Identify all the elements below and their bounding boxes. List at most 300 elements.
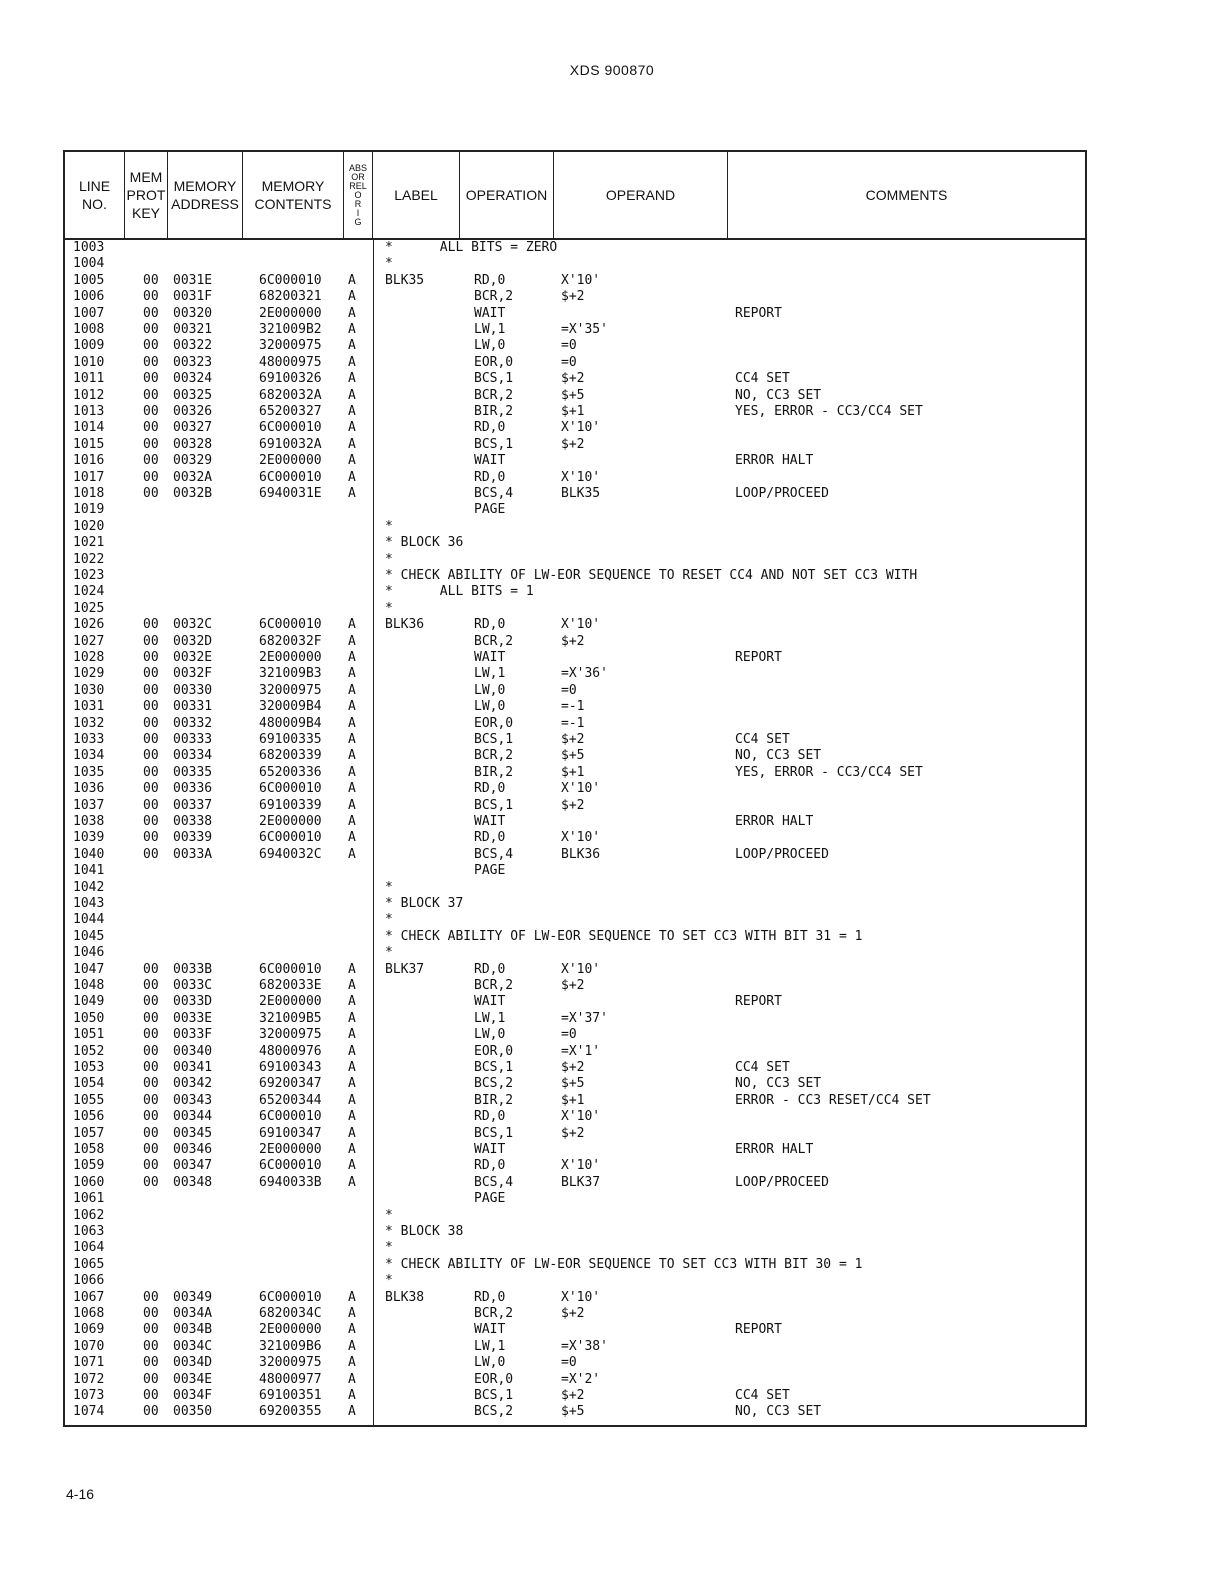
table-row: [65, 584, 1085, 600]
table-row: [65, 568, 1085, 584]
comment: REPORT: [735, 305, 782, 321]
mem-prot-key: 00: [143, 1158, 159, 1174]
line-number: 1063: [73, 1224, 105, 1239]
memory-address: 00333: [173, 732, 213, 747]
memory-contents: 32000975: [259, 682, 322, 698]
line-number: 1022: [73, 551, 105, 567]
mem-prot-key: 00: [143, 1142, 159, 1157]
line-number: 1023: [73, 568, 105, 583]
memory-contents: 69100335: [259, 732, 322, 747]
table-row: [65, 256, 1085, 272]
operation: LW,1: [474, 666, 506, 682]
line-number: 1020: [73, 518, 105, 534]
memory-address: 0032A: [173, 469, 213, 485]
operand: X'10': [561, 617, 601, 633]
line-number: 1012: [73, 387, 105, 403]
mem-prot-key: 00: [143, 1043, 159, 1059]
table-row: [65, 666, 1085, 682]
line-number: 1032: [73, 715, 105, 731]
table-row: [65, 748, 1085, 764]
line-number: 1038: [73, 814, 105, 829]
line-number: 1034: [73, 748, 105, 764]
table-row: [65, 765, 1085, 781]
operand: =-1: [561, 699, 585, 715]
table-row: [65, 1142, 1085, 1158]
table-row: [65, 1290, 1085, 1306]
memory-contents: 69100339: [259, 797, 322, 813]
mem-prot-key: 00: [143, 387, 159, 403]
label: BLK37: [385, 961, 425, 977]
operand: =0: [561, 338, 577, 354]
comment-line: *: [385, 600, 393, 616]
mem-prot-key: 00: [143, 617, 159, 633]
table-row: [65, 994, 1085, 1010]
memory-contents: 6C000010: [259, 420, 322, 436]
line-number: 1052: [73, 1043, 105, 1059]
table-row: [65, 634, 1085, 650]
operation: BCS,4: [474, 846, 514, 862]
line-number: 1010: [73, 354, 105, 370]
header-comments: COMMENTS: [865, 187, 948, 203]
table-row: [65, 519, 1085, 535]
memory-address: 00344: [173, 1109, 213, 1125]
line-number: 1044: [73, 912, 105, 928]
memory-address: 00325: [173, 387, 213, 403]
line-number: 1009: [73, 338, 105, 354]
operation: LW,0: [474, 699, 506, 715]
memory-contents: 69200355: [259, 1404, 322, 1420]
memory-address: 00339: [173, 830, 213, 846]
mem-prot-key: 00: [143, 1355, 159, 1371]
table-row: [65, 1240, 1085, 1256]
mem-prot-key: 00: [143, 272, 159, 288]
operand: BLK35: [561, 486, 601, 501]
line-number: 1055: [73, 1092, 105, 1108]
line-number: 1053: [73, 1060, 105, 1075]
table-row: [65, 978, 1085, 994]
memory-address: 00320: [173, 305, 213, 321]
abs-rel-flag: A: [348, 633, 356, 649]
operation: WAIT: [474, 814, 506, 829]
memory-contents: 6C000010: [259, 469, 322, 485]
abs-rel-flag: A: [348, 1289, 356, 1305]
table-row: [65, 601, 1085, 617]
line-number: 1033: [73, 732, 105, 747]
operation: BCS,2: [474, 1404, 514, 1420]
table-row: [65, 502, 1085, 518]
comment: YES, ERROR - CC3/CC4 SET: [735, 764, 923, 780]
mem-prot-key: 00: [143, 371, 159, 387]
operand: =-1: [561, 715, 585, 731]
memory-contents: 320009B4: [259, 699, 322, 715]
operation: BCS,4: [474, 1174, 514, 1190]
memory-address: 0032D: [173, 633, 213, 649]
line-number: 1029: [73, 666, 105, 682]
table-row: [65, 1257, 1085, 1273]
mem-prot-key: 00: [143, 715, 159, 731]
line-number: 1037: [73, 797, 105, 813]
table-row: [65, 1191, 1085, 1207]
operation: PAGE: [474, 502, 506, 518]
comment: ERROR - CC3 RESET/CC4 SET: [735, 1092, 931, 1108]
abs-rel-flag: A: [348, 846, 356, 862]
memory-contents: 6940033B: [259, 1174, 322, 1190]
memory-address: 00334: [173, 748, 213, 764]
memory-address: 0032E: [173, 650, 213, 665]
abs-rel-flag: A: [348, 1043, 356, 1059]
memory-address: 00350: [173, 1404, 213, 1420]
comment-line: *: [385, 1240, 393, 1256]
operation: BCS,1: [474, 1388, 514, 1403]
abs-rel-flag: A: [348, 436, 356, 452]
line-number: 1065: [73, 1256, 105, 1272]
memory-contents: 69100326: [259, 371, 322, 387]
comment: REPORT: [735, 994, 782, 1010]
line-number: 1068: [73, 1306, 105, 1321]
memory-contents: 69100347: [259, 1125, 322, 1141]
memory-contents: 32000975: [259, 1355, 322, 1371]
table-row: [65, 847, 1085, 863]
abs-rel-flag: A: [348, 1338, 356, 1354]
memory-contents: 6820032F: [259, 633, 322, 649]
operation: BCR,2: [474, 978, 514, 993]
memory-address: 00328: [173, 436, 213, 452]
abs-rel-flag: A: [348, 699, 356, 715]
mem-prot-key: 00: [143, 1338, 159, 1354]
mem-prot-key: 00: [143, 404, 159, 419]
line-number: 1064: [73, 1240, 105, 1256]
line-number: 1060: [73, 1174, 105, 1190]
abs-rel-flag: A: [348, 961, 356, 977]
abs-rel-flag: A: [348, 387, 356, 403]
table-row: [65, 1027, 1085, 1043]
operation: BCS,1: [474, 436, 514, 452]
operation: BCR,2: [474, 289, 514, 305]
operand: X'10': [561, 781, 601, 797]
comment-line: *: [385, 1207, 393, 1223]
comment: NO, CC3 SET: [735, 1076, 822, 1092]
abs-rel-flag: A: [348, 732, 356, 747]
abs-rel-flag: A: [348, 371, 356, 387]
comment: ERROR HALT: [735, 814, 814, 829]
table-row: [65, 371, 1085, 387]
mem-prot-key: 00: [143, 994, 159, 1010]
operand: =X'35': [561, 322, 608, 337]
mem-prot-key: 00: [143, 666, 159, 682]
operation: BIR,2: [474, 404, 514, 419]
memory-address: 0034D: [173, 1355, 213, 1371]
mem-prot-key: 00: [143, 1322, 159, 1338]
operation: WAIT: [474, 305, 506, 321]
table-row: [65, 535, 1085, 551]
operation: LW,1: [474, 1338, 506, 1354]
operand: $+5: [561, 748, 585, 764]
abs-rel-flag: A: [348, 1174, 356, 1190]
mem-prot-key: 00: [143, 1371, 159, 1387]
operand: =X'1': [561, 1043, 601, 1059]
abs-rel-flag: A: [348, 1092, 356, 1108]
table-row: [65, 699, 1085, 715]
comment-line: * BLOCK 36: [385, 535, 464, 551]
memory-address: 0033B: [173, 961, 213, 977]
operand: X'10': [561, 1109, 601, 1125]
comment-line: * ALL BITS = ZERO: [385, 240, 558, 255]
line-number: 1031: [73, 699, 105, 715]
operation: EOR,0: [474, 354, 514, 370]
memory-contents: 6C000010: [259, 272, 322, 288]
abs-rel-flag: A: [348, 1306, 356, 1321]
comment: CC4 SET: [735, 1060, 790, 1075]
table-row: [65, 1388, 1085, 1404]
mem-prot-key: 00: [143, 1076, 159, 1092]
line-number: 1047: [73, 961, 105, 977]
mem-prot-key: 00: [143, 797, 159, 813]
operation: BCS,4: [474, 486, 514, 501]
mem-prot-key: 00: [143, 1306, 159, 1321]
line-number: 1040: [73, 846, 105, 862]
memory-contents: 321009B5: [259, 1010, 322, 1026]
comment-line: * CHECK ABILITY OF LW-EOR SEQUENCE TO SET CC3 WITH BIT 30 = 1: [385, 1256, 863, 1272]
mem-prot-key: 00: [143, 289, 159, 305]
abs-rel-flag: A: [348, 322, 356, 337]
line-number: 1013: [73, 404, 105, 419]
table-row: [65, 1224, 1085, 1240]
abs-rel-flag: A: [348, 1109, 356, 1125]
abs-rel-flag: A: [348, 682, 356, 698]
table-row: [65, 617, 1085, 633]
abs-rel-flag: A: [348, 1060, 356, 1075]
line-number: 1017: [73, 469, 105, 485]
abs-rel-flag: A: [348, 1388, 356, 1403]
operation: RD,0: [474, 1109, 506, 1125]
memory-address: 00336: [173, 781, 213, 797]
line-number: 1035: [73, 764, 105, 780]
mem-prot-key: 00: [143, 699, 159, 715]
memory-contents: 68200339: [259, 748, 322, 764]
abs-rel-flag: A: [348, 338, 356, 354]
operand: $+2: [561, 732, 585, 747]
abs-rel-flag: A: [348, 764, 356, 780]
abs-rel-flag: A: [348, 1010, 356, 1026]
line-number: 1015: [73, 436, 105, 452]
table-row: [65, 240, 1085, 256]
mem-prot-key: 00: [143, 633, 159, 649]
comment: REPORT: [735, 650, 782, 665]
operation: WAIT: [474, 1142, 506, 1157]
table-row: [65, 945, 1085, 961]
memory-contents: 69200347: [259, 1076, 322, 1092]
table-row: [65, 1158, 1085, 1174]
table-row: [65, 814, 1085, 830]
operand: =0: [561, 1027, 577, 1043]
table-row: [65, 1126, 1085, 1142]
memory-contents: 2E000000: [259, 1322, 322, 1338]
mem-prot-key: 00: [143, 978, 159, 993]
table-row: [65, 1044, 1085, 1060]
memory-contents: 69100343: [259, 1060, 322, 1075]
operation: BIR,2: [474, 764, 514, 780]
table-row: [65, 863, 1085, 879]
comment-line: * BLOCK 38: [385, 1224, 464, 1239]
line-number: 1057: [73, 1125, 105, 1141]
abs-rel-flag: A: [348, 453, 356, 469]
header-abs-rel-orig: ABS OR REL O R I G: [344, 152, 373, 238]
line-number: 1067: [73, 1289, 105, 1305]
operation: RD,0: [474, 781, 506, 797]
memory-address: 0033A: [173, 846, 213, 862]
operation: RD,0: [474, 1158, 506, 1174]
operand: X'10': [561, 469, 601, 485]
operand: $+2: [561, 436, 585, 452]
abs-rel-flag: A: [348, 748, 356, 764]
operand: =X'2': [561, 1371, 601, 1387]
line-number: 1030: [73, 682, 105, 698]
table-row: [65, 1076, 1085, 1092]
operand: $+5: [561, 387, 585, 403]
line-number: 1050: [73, 1010, 105, 1026]
operand: X'10': [561, 420, 601, 436]
operand: $+2: [561, 289, 585, 305]
assembly-listing-table: [63, 150, 1087, 1427]
memory-address: 0034B: [173, 1322, 213, 1338]
abs-rel-flag: A: [348, 666, 356, 682]
abs-rel-flag: A: [348, 814, 356, 829]
table-row: [65, 716, 1085, 732]
operation: RD,0: [474, 1289, 506, 1305]
operation: BCS,1: [474, 1125, 514, 1141]
table-row: [65, 650, 1085, 666]
memory-address: 0034A: [173, 1306, 213, 1321]
abs-rel-flag: A: [348, 289, 356, 305]
memory-contents: 48000975: [259, 354, 322, 370]
operand: =0: [561, 682, 577, 698]
memory-address: 00324: [173, 371, 213, 387]
comment-line: * ALL BITS = 1: [385, 584, 534, 600]
table-row: [65, 552, 1085, 568]
table-row: [65, 338, 1085, 354]
operation: BCS,1: [474, 1060, 514, 1075]
table-row: [65, 273, 1085, 289]
operation: EOR,0: [474, 1371, 514, 1387]
operation: EOR,0: [474, 1043, 514, 1059]
table-row: [65, 1372, 1085, 1388]
line-number: 1045: [73, 928, 105, 944]
operation: RD,0: [474, 272, 506, 288]
operand: X'10': [561, 830, 601, 846]
header-label: LABEL: [373, 152, 460, 238]
line-number: 1074: [73, 1404, 105, 1420]
comment-line: *: [385, 945, 393, 961]
operation: EOR,0: [474, 715, 514, 731]
memory-address: 0032F: [173, 666, 213, 682]
comment-line: *: [385, 518, 393, 534]
table-row: [65, 781, 1085, 797]
operand: =X'38': [561, 1338, 608, 1354]
operation: BCS,1: [474, 732, 514, 747]
operand: $+2: [561, 633, 585, 649]
operand: X'10': [561, 272, 601, 288]
line-number: 1073: [73, 1388, 105, 1403]
table-row: [65, 1322, 1085, 1338]
comment-line: *: [385, 1273, 393, 1289]
operation: BIR,2: [474, 1092, 514, 1108]
memory-address: 0032C: [173, 617, 213, 633]
abs-rel-flag: A: [348, 1371, 356, 1387]
mem-prot-key: 00: [143, 1125, 159, 1141]
memory-contents: 6C000010: [259, 1109, 322, 1125]
memory-contents: 2E000000: [259, 994, 322, 1010]
memory-address: 00323: [173, 354, 213, 370]
comment-line: * BLOCK 37: [385, 896, 464, 911]
comment-line: *: [385, 551, 393, 567]
mem-prot-key: 00: [143, 436, 159, 452]
line-number: 1072: [73, 1371, 105, 1387]
table-row: [65, 355, 1085, 371]
comment: LOOP/PROCEED: [735, 486, 829, 501]
table-row: [65, 420, 1085, 436]
table-row: [65, 1273, 1085, 1289]
operand: $+2: [561, 978, 585, 993]
memory-address: 00332: [173, 715, 213, 731]
memory-contents: 6C000010: [259, 617, 322, 633]
memory-contents: 321009B6: [259, 1338, 322, 1354]
memory-address: 00345: [173, 1125, 213, 1141]
memory-contents: 6820032A: [259, 387, 322, 403]
abs-rel-flag: A: [348, 1027, 356, 1043]
memory-address: 00340: [173, 1043, 213, 1059]
operation: RD,0: [474, 420, 506, 436]
abs-rel-flag: A: [348, 1355, 356, 1371]
operand: $+2: [561, 371, 585, 387]
operation: LW,0: [474, 1355, 506, 1371]
abs-rel-flag: A: [348, 650, 356, 665]
comment: NO, CC3 SET: [735, 1404, 822, 1420]
memory-contents: 69100351: [259, 1388, 322, 1403]
mem-prot-key: 00: [143, 781, 159, 797]
operation: LW,0: [474, 682, 506, 698]
memory-address: 0031E: [173, 272, 213, 288]
operand: $+2: [561, 1306, 585, 1321]
memory-address: 00343: [173, 1092, 213, 1108]
table-row: [65, 1306, 1085, 1322]
abs-rel-flag: A: [348, 404, 356, 419]
abs-rel-flag: A: [348, 797, 356, 813]
operation: WAIT: [474, 650, 506, 665]
mem-prot-key: 00: [143, 1109, 159, 1125]
memory-address: 00346: [173, 1142, 213, 1157]
line-number: 1049: [73, 994, 105, 1010]
line-number: 1066: [73, 1273, 105, 1289]
memory-contents: 2E000000: [259, 1142, 322, 1157]
line-number: 1056: [73, 1109, 105, 1125]
operation: BCR,2: [474, 748, 514, 764]
abs-rel-flag: A: [348, 1158, 356, 1174]
memory-address: 0034E: [173, 1371, 213, 1387]
memory-contents: 6C000010: [259, 1289, 322, 1305]
mem-prot-key: 00: [143, 338, 159, 354]
mem-prot-key: 00: [143, 732, 159, 747]
memory-contents: 6C000010: [259, 781, 322, 797]
table-row: [65, 486, 1085, 502]
operation: WAIT: [474, 453, 506, 469]
mem-prot-key: 00: [143, 1027, 159, 1043]
table-header: [65, 152, 1085, 240]
label: BLK36: [385, 617, 425, 633]
memory-address: 0034F: [173, 1388, 213, 1403]
label: BLK35: [385, 272, 425, 288]
comment: LOOP/PROCEED: [735, 1174, 829, 1190]
memory-address: 00335: [173, 764, 213, 780]
